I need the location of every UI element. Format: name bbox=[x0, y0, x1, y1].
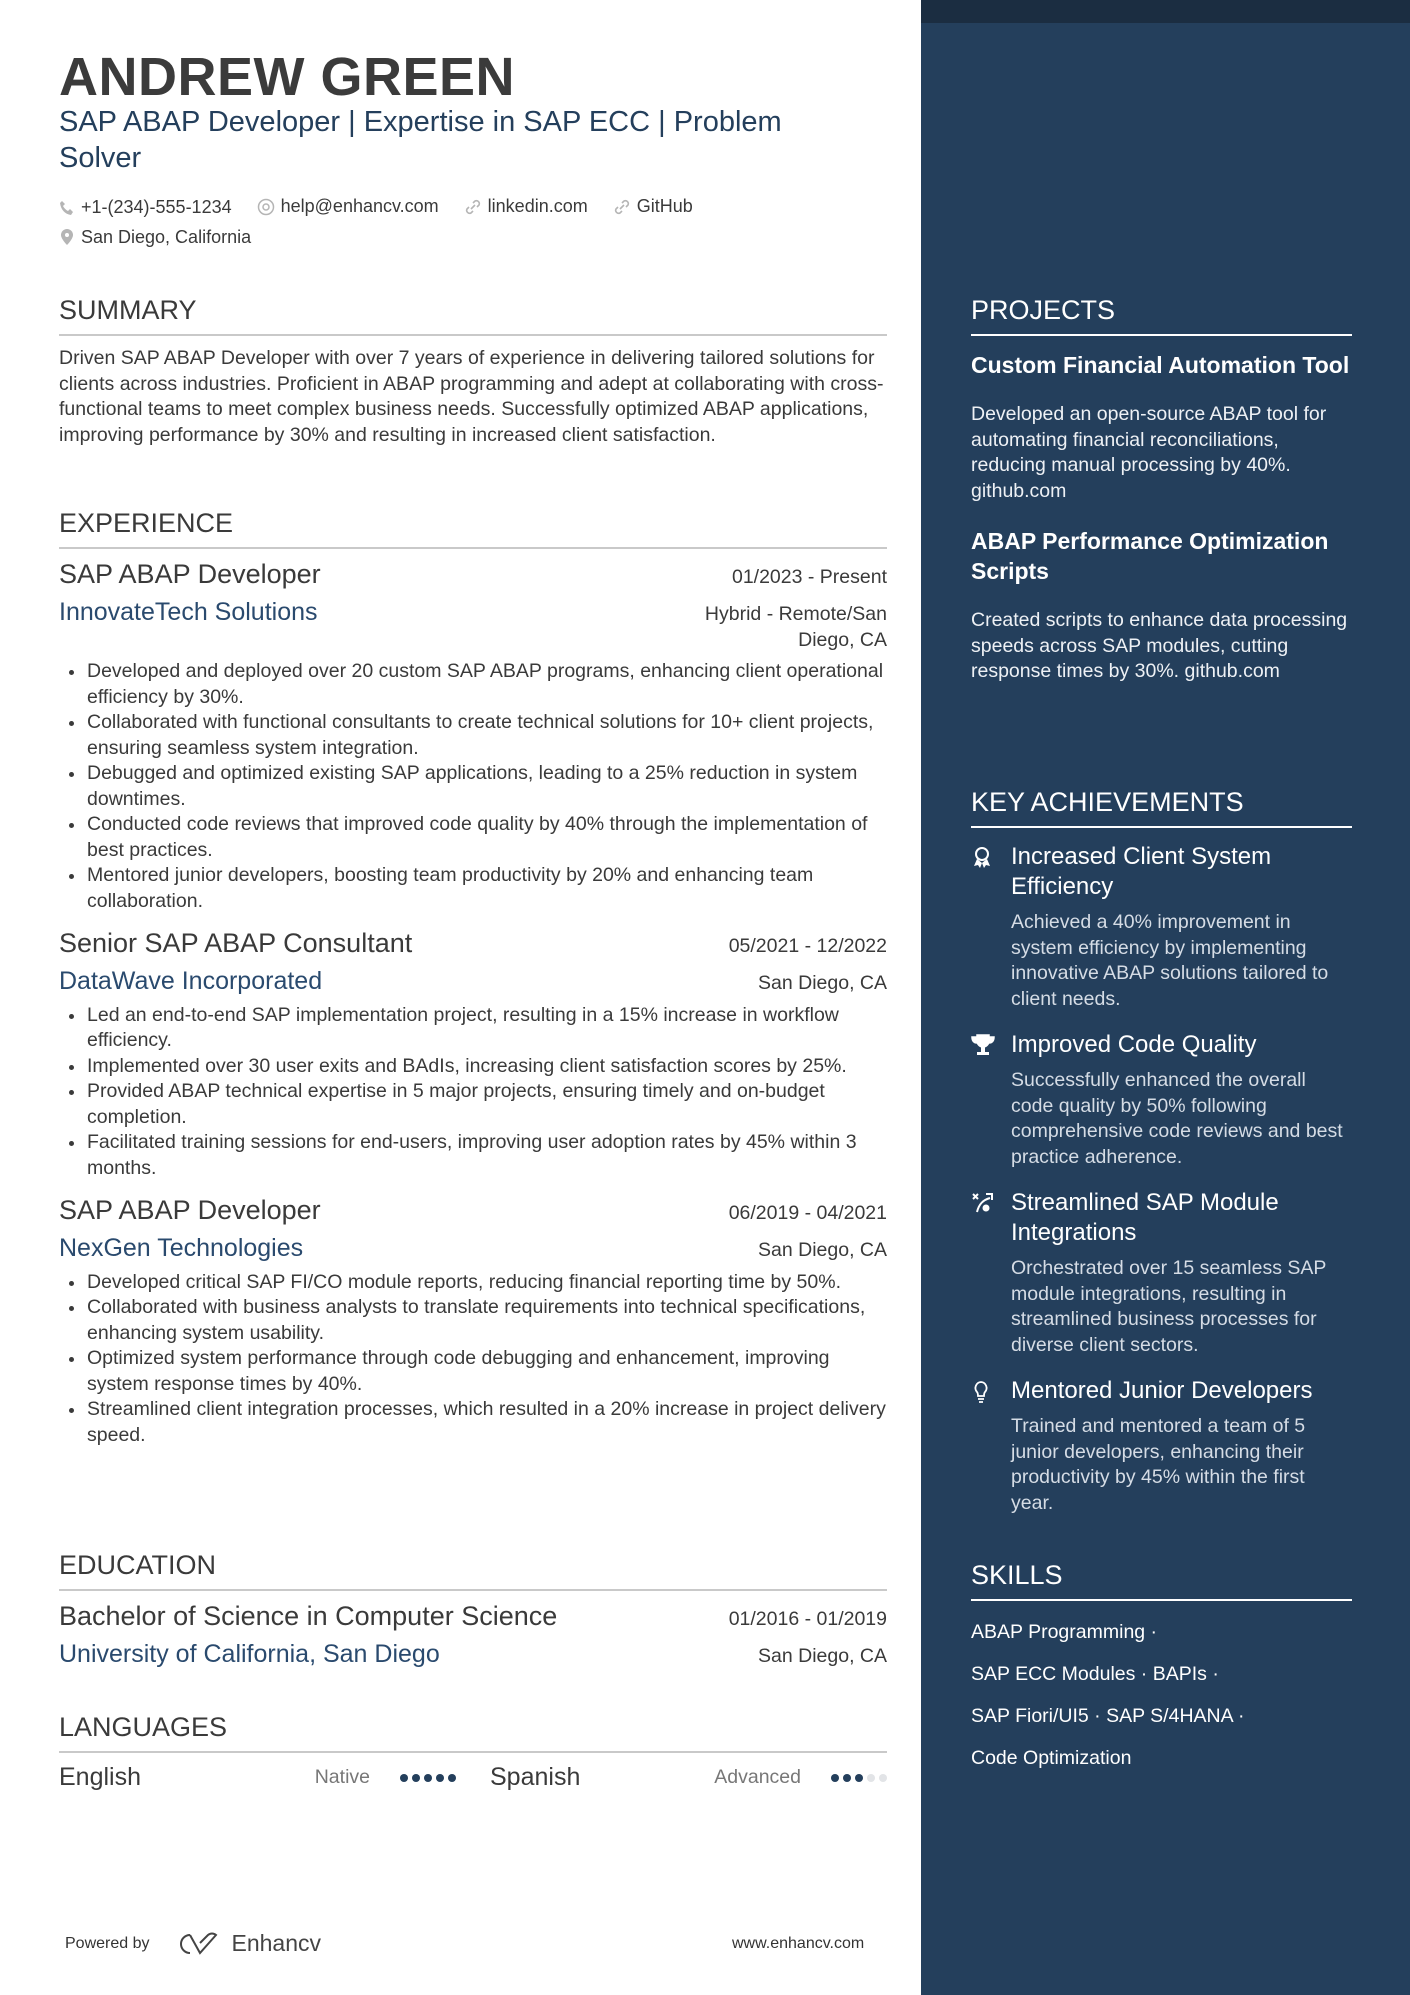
achievement-title: Mentored Junior Developers bbox=[1011, 1377, 1313, 1404]
strategy-icon bbox=[971, 1188, 1011, 1358]
company-name: InnovateTech Solutions bbox=[59, 598, 318, 626]
experience-section bbox=[59, 508, 887, 1448]
section-heading: EXPERIENCE bbox=[59, 508, 887, 549]
rating-dot bbox=[400, 1774, 408, 1782]
bullet-item: Led an end-to-end SAP implementation project, resulting in a 15% increase in workflow efficiency. bbox=[59, 1003, 887, 1054]
achievements-section bbox=[971, 787, 1352, 1534]
contact-email[interactable] bbox=[257, 193, 439, 220]
bullet-item: Facilitated training sessions for end-users, improving user adoption rates by 45% within 3 months. bbox=[59, 1130, 887, 1181]
link-icon bbox=[613, 198, 631, 216]
achievement-description: Achieved a 40% improvement in system efficiency by implementing innovative ABAP solutions tailored to client needs. bbox=[1011, 911, 1329, 1010]
contact-location bbox=[59, 224, 251, 251]
achievement-item bbox=[971, 1376, 1352, 1516]
projects-section bbox=[971, 295, 1352, 707]
section-heading: LANGUAGES bbox=[59, 1712, 887, 1753]
contact-phone[interactable] bbox=[59, 194, 232, 221]
section-heading: SKILLS bbox=[971, 1560, 1352, 1601]
achievement-title: Increased Client System Efficiency bbox=[1011, 843, 1272, 900]
section-heading: PROJECTS bbox=[971, 295, 1352, 336]
bullet-item: Optimized system performance through code debugging and enhancement, improving system response times by 40%. bbox=[59, 1346, 887, 1397]
bullet-item: Developed and deployed over 20 custom SAP ABAP programs, enhancing client operational efficiency by 30%. bbox=[59, 659, 887, 710]
language-level: Native bbox=[314, 1766, 370, 1788]
language-item bbox=[490, 1763, 887, 1792]
bullet-item: Collaborated with business analysts to translate requirements into technical specifications, enhancing system usability. bbox=[59, 1295, 887, 1346]
skill-line: SAP ECC Modules · BAPIs · bbox=[971, 1663, 1219, 1685]
rating-dot bbox=[448, 1774, 456, 1782]
job-location: Hybrid - Remote/San Diego, CA bbox=[704, 603, 887, 651]
project-description: Created scripts to enhance data processing speeds across SAP modules, cutting response times by 30%. github.com bbox=[971, 609, 1348, 682]
language-name: Spanish bbox=[490, 1763, 581, 1791]
brand-name: Enhancv bbox=[231, 1930, 322, 1956]
degree: Bachelor of Science in Computer Science bbox=[59, 1601, 558, 1631]
trophy-icon bbox=[971, 1030, 1011, 1170]
rating-dot bbox=[879, 1774, 887, 1782]
job-entry bbox=[59, 928, 887, 1181]
language-item bbox=[59, 1763, 456, 1792]
achievement-description: Orchestrated over 15 seamless SAP module integrations, resulting in streamlined business processes for diverse client sectors. bbox=[1011, 1257, 1327, 1356]
rating-dot bbox=[855, 1774, 863, 1782]
location-pin-icon bbox=[59, 228, 75, 246]
email-text: help@enhancv.com bbox=[280, 196, 439, 216]
project-title: ABAP Performance Optimization Scripts bbox=[971, 528, 1329, 584]
phone-icon bbox=[59, 200, 75, 216]
achievement-description: Successfully enhanced the overall code quality by 50% following comprehensive code reviews and best practice adherence. bbox=[1011, 1069, 1343, 1168]
language-level: Advanced bbox=[714, 1766, 801, 1788]
job-location: San Diego, CA bbox=[758, 972, 887, 994]
bullet-item: Debugged and optimized existing SAP applications, leading to a 25% reduction in system downtimes. bbox=[59, 761, 887, 812]
education-section bbox=[59, 1550, 887, 1670]
medal-icon bbox=[971, 842, 1011, 1012]
rating-dot bbox=[412, 1774, 420, 1782]
bullet-item: Developed critical SAP FI/CO module reports, reducing financial reporting time by 50%. bbox=[59, 1270, 887, 1296]
education-date: 01/2016 - 01/2019 bbox=[728, 1608, 887, 1630]
contact-linkedin[interactable] bbox=[464, 193, 588, 220]
linkedin-text: linkedin.com bbox=[487, 196, 588, 216]
skill-line: ABAP Programming · bbox=[971, 1621, 1158, 1643]
job-entry bbox=[59, 559, 887, 914]
footer-branding bbox=[65, 1930, 321, 1957]
lightbulb-icon bbox=[971, 1376, 1011, 1516]
job-bullets bbox=[59, 1270, 887, 1449]
achievement-description: Trained and mentored a team of 5 junior developers, enhancing their productivity by 45% within the first year. bbox=[1011, 1415, 1306, 1514]
languages-section bbox=[59, 1712, 887, 1792]
achievement-item bbox=[971, 842, 1352, 1012]
section-heading: EDUCATION bbox=[59, 1550, 887, 1591]
bullet-item: Mentored junior developers, boosting team productivity by 20% and enhancing team collaboration. bbox=[59, 863, 887, 914]
bullet-item: Conducted code reviews that improved code quality by 40% through the implementation of best practices. bbox=[59, 812, 887, 863]
job-title: SAP ABAP Developer bbox=[59, 559, 321, 589]
skill-line: Code Optimization bbox=[971, 1747, 1132, 1769]
job-entry bbox=[59, 1195, 887, 1448]
section-heading: SUMMARY bbox=[59, 295, 887, 336]
project-description: Developed an open-source ABAP tool for automating financial reconciliations, reducing manual processing by 40%. github.com bbox=[971, 403, 1327, 502]
job-title: Senior SAP ABAP Consultant bbox=[59, 928, 413, 958]
contact-github[interactable] bbox=[613, 193, 693, 220]
at-icon bbox=[257, 198, 275, 216]
contact-info bbox=[59, 193, 887, 254]
powered-by-text: Powered by bbox=[65, 1934, 150, 1952]
achievement-title: Streamlined SAP Module Integrations bbox=[1011, 1189, 1279, 1246]
sidebar-top-strip bbox=[921, 0, 1410, 23]
enhancv-logo[interactable] bbox=[176, 1930, 322, 1957]
candidate-title: SAP ABAP Developer | Expertise in SAP ECC | Problem Solver bbox=[59, 106, 782, 174]
summary-section bbox=[59, 295, 887, 448]
project-item bbox=[971, 526, 1352, 685]
rating-dot bbox=[436, 1774, 444, 1782]
project-title: Custom Financial Automation Tool bbox=[971, 352, 1350, 378]
enhancv-logo-icon bbox=[176, 1931, 222, 1957]
job-date: 01/2023 - Present bbox=[731, 566, 887, 588]
job-title: SAP ABAP Developer bbox=[59, 1195, 321, 1225]
language-name: English bbox=[59, 1763, 141, 1791]
job-date: 05/2021 - 12/2022 bbox=[728, 935, 887, 957]
phone-text: +1-(234)-555-1234 bbox=[81, 197, 232, 217]
achievement-title: Improved Code Quality bbox=[1011, 1031, 1257, 1058]
language-rating bbox=[831, 1774, 887, 1782]
education-location: San Diego, CA bbox=[758, 1645, 887, 1667]
rating-dot bbox=[843, 1774, 851, 1782]
rating-dot bbox=[831, 1774, 839, 1782]
job-location: San Diego, CA bbox=[758, 1239, 887, 1261]
achievement-item bbox=[971, 1188, 1352, 1358]
bullet-item: Collaborated with functional consultants to create technical solutions for 10+ client projects, ensuring seamless system integration. bbox=[59, 710, 887, 761]
footer-url[interactable]: www.enhancv.com bbox=[732, 1935, 865, 1952]
skills-section bbox=[971, 1560, 1352, 1779]
location-text: San Diego, California bbox=[81, 226, 252, 247]
school: University of California, San Diego bbox=[59, 1640, 440, 1668]
bullet-item: Streamlined client integration processes, which resulted in a 20% increase in project delivery speed. bbox=[59, 1397, 887, 1448]
skill-line: SAP Fiori/UI5 · SAP S/4HANA · bbox=[971, 1705, 1245, 1727]
github-text: GitHub bbox=[636, 196, 693, 216]
bullet-item: Provided ABAP technical expertise in 5 major projects, ensuring timely and on-budget completion. bbox=[59, 1079, 887, 1130]
language-rating bbox=[400, 1774, 456, 1782]
company-name: NexGen Technologies bbox=[59, 1234, 304, 1262]
project-item bbox=[971, 350, 1352, 504]
rating-dot bbox=[867, 1774, 875, 1782]
summary-text: Driven SAP ABAP Developer with over 7 years of experience in delivering tailored solutions for clients across industries. Proficient in ABAP programming and adept at collaborating with cross-functional teams to meet complex business needs. Successfully optimized ABAP applications, improving performance by 30% and resulting in increased client satisfaction. bbox=[59, 347, 884, 446]
section-heading: KEY ACHIEVEMENTS bbox=[971, 787, 1352, 828]
candidate-name: ANDREW GREEN bbox=[59, 47, 516, 107]
rating-dot bbox=[424, 1774, 432, 1782]
bullet-item: Implemented over 30 user exits and BAdIs, increasing client satisfaction scores by 25%. bbox=[59, 1054, 887, 1080]
link-icon bbox=[464, 198, 482, 216]
job-date: 06/2019 - 04/2021 bbox=[728, 1202, 887, 1224]
job-bullets bbox=[59, 1003, 887, 1182]
company-name: DataWave Incorporated bbox=[59, 967, 323, 995]
achievement-item bbox=[971, 1030, 1352, 1170]
job-bullets bbox=[59, 659, 887, 914]
